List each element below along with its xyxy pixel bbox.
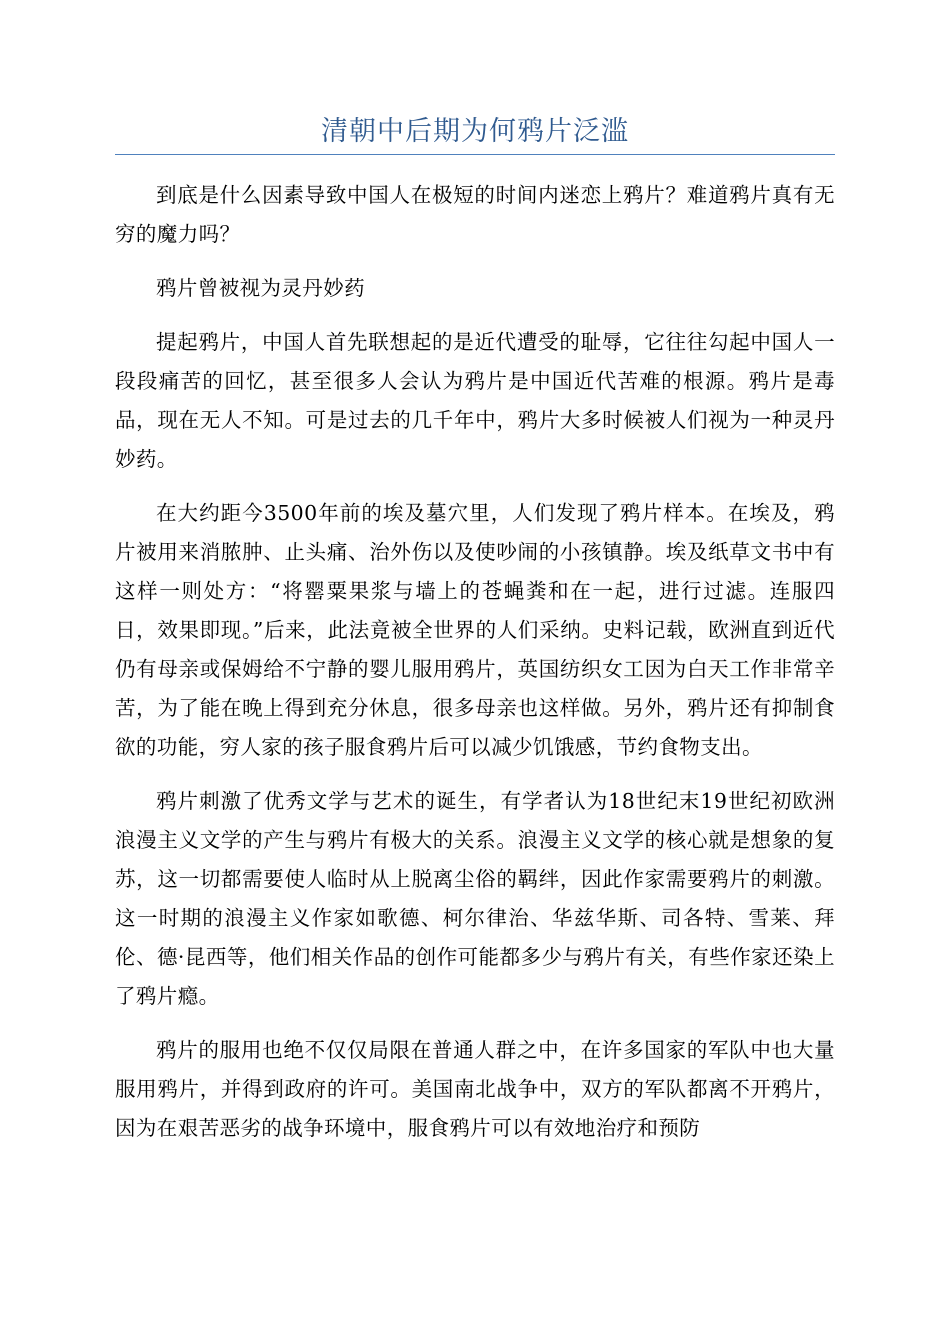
document-title: 清朝中后期为何鸦片泛滥 <box>321 116 629 147</box>
paragraph-shame: 提起鸦片，中国人首先联想起的是近代遭受的耻辱，它往往勾起中国人一段段痛苦的回忆，甚至很多人会认为鸦片是中国近代苦难的根源。鸦片是毒品，现在无人不知。可是过去的几千年中，鸦片大多时候被人们视为一种灵丹妙药。 <box>115 330 835 471</box>
section-heading: 鸦片曾被视为灵丹妙药 <box>156 276 365 300</box>
paragraph-intro: 到底是什么因素导致中国人在极短的时间内迷恋上鸦片？难道鸦片真有无穷的魔力吗？ <box>115 183 835 246</box>
title-underline <box>115 154 835 155</box>
paragraph-egypt: 在大约距今3500年前的埃及墓穴里，人们发现了鸦片样本。在埃及，鸦片被用来消脓肿、止头痛、治外伤以及使吵闹的小孩镇静。埃及纸草文书中有这样一则处方：“将罂粟果浆与墙上的苍蝇粪和在一起，进行过滤。连服四日，效果即现。”后来，此法竟被全世界的人们采纳。史料记载，欧洲直到近代仍有母亲或保姆给不宁静的婴儿服用鸦片，英国纺织女工因为白天工作非常辛苦，为了能在晚上得到充分休息，很多母亲也这样做。另外，鸦片还有抑制食欲的功能，穷人家的孩子服食鸦片后可以减少饥饿感，节约食物支出。 <box>115 501 835 759</box>
paragraph-literature: 鸦片刺激了优秀文学与艺术的诞生，有学者认为18世纪末19世纪初欧洲浪漫主义文学的产生与鸦片有极大的关系。浪漫主义文学的核心就是想象的复苏，这一切都需要使人临时从上脱离尘俗的羁绊，因此作家需要鸦片的刺激。这一时期的浪漫主义作家如歌德、柯尔律治、华兹华斯、司各特、雪莱、拜伦、德·昆西等，他们相关作品的创作可能都多少与鸦片有关，有些作家还染上了鸦片瘾。 <box>115 789 835 1008</box>
paragraph-military: 鸦片的服用也绝不仅仅局限在普通人群之中，在许多国家的军队中也大量服用鸦片，并得到政府的许可。美国南北战争中，双方的军队都离不开鸦片，因为在艰苦恶劣的战争环境中，服食鸦片可以有效地治疗和预防 <box>115 1038 835 1140</box>
document-body <box>115 176 835 1163</box>
